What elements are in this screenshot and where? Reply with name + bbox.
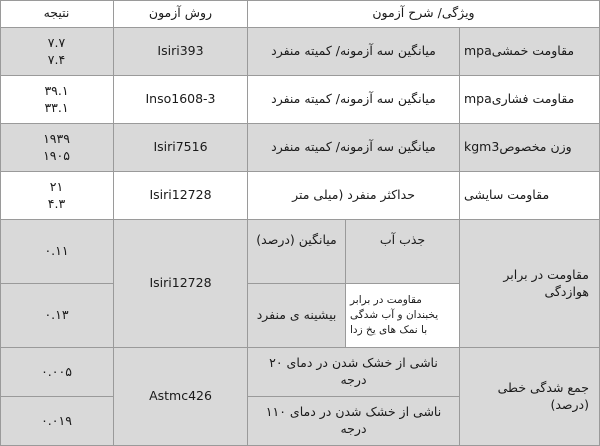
result-value: ۱۹۳۹ bbox=[43, 130, 70, 146]
weathering-water-absorption: جذب آب bbox=[346, 220, 460, 284]
header-result: نتیجه bbox=[0, 0, 114, 28]
property-density: وزن مخصوصkgm3 bbox=[460, 124, 600, 172]
freeze-thaw-line: یخبندان و آب شدگی bbox=[350, 308, 439, 321]
property-flexural: مقاومت خمشیmpa bbox=[460, 28, 600, 76]
shrinkage-desc-line: درجه bbox=[340, 372, 367, 387]
shrinkage-desc-line: ناشی از خشک شدن در دمای ۱۱۰ bbox=[265, 404, 442, 420]
result-weathering-1: ۰.۱۱ bbox=[0, 220, 114, 284]
shrinkage-desc-line: درجه bbox=[340, 421, 367, 436]
shrinkage-desc-line: ناشی از خشک شدن در دمای ۲۰ bbox=[269, 355, 438, 371]
property-shrinkage: جمع شدگی خطی (درصد) bbox=[460, 348, 600, 446]
result-abrasion bbox=[0, 172, 114, 220]
result-value: ۳۹.۱ bbox=[44, 82, 69, 98]
weathering-average: میانگین (درصد) bbox=[248, 220, 346, 284]
freeze-thaw-line: با نمک های یخ زدا bbox=[350, 324, 428, 337]
result-flexural bbox=[0, 28, 114, 76]
method-weathering: Isiri12728 bbox=[114, 220, 248, 348]
result-value: ۳۳.۱ bbox=[44, 99, 69, 115]
result-value: ۲۱ bbox=[49, 178, 64, 194]
result-weathering-2: ۰.۱۳ bbox=[0, 284, 114, 348]
weathering-max-single: بیشینه ی منفرد bbox=[248, 284, 346, 348]
description-compressive: میانگین سه آزمونه/ کمیته منفرد bbox=[248, 76, 460, 124]
property-weathering: مقاومت در برابر هوازدگی bbox=[460, 220, 600, 348]
result-density bbox=[0, 124, 114, 172]
header-method: روش آزمون bbox=[114, 0, 248, 28]
result-value: ۱۹۰۵ bbox=[43, 147, 70, 163]
description-density: میانگین سه آزمونه/ کمیته منفرد bbox=[248, 124, 460, 172]
method-flexural: Isiri393 bbox=[114, 28, 248, 76]
freeze-thaw-line: مقاومت در برابر bbox=[350, 293, 422, 306]
method-density: Isiri7516 bbox=[114, 124, 248, 172]
result-compressive bbox=[0, 76, 114, 124]
property-abrasion: مقاومت سایشی bbox=[460, 172, 600, 220]
shrinkage-desc-110 bbox=[248, 397, 460, 446]
shrinkage-desc-20 bbox=[248, 348, 460, 397]
method-abrasion: Isiri12728 bbox=[114, 172, 248, 220]
result-shrinkage-2: ۰.۰۱۹ bbox=[0, 397, 114, 446]
method-compressive: Inso1608-3 bbox=[114, 76, 248, 124]
description-abrasion: حداکثر منفرد (میلی متر bbox=[248, 172, 460, 220]
description-flexural: میانگین سه آزمونه/ کمیته منفرد bbox=[248, 28, 460, 76]
result-value: ۴.۳ bbox=[47, 195, 66, 211]
header-feature: ویژگی/ شرح آزمون bbox=[248, 0, 600, 28]
result-shrinkage-1: ۰.۰۰۵ bbox=[0, 348, 114, 397]
weathering-freeze-thaw bbox=[346, 284, 460, 348]
method-shrinkage: Astmc426 bbox=[114, 348, 248, 446]
result-value: ۷.۴ bbox=[47, 51, 66, 67]
property-compressive: مقاومت فشاریmpa bbox=[460, 76, 600, 124]
result-value: ۷.۷ bbox=[47, 34, 66, 50]
